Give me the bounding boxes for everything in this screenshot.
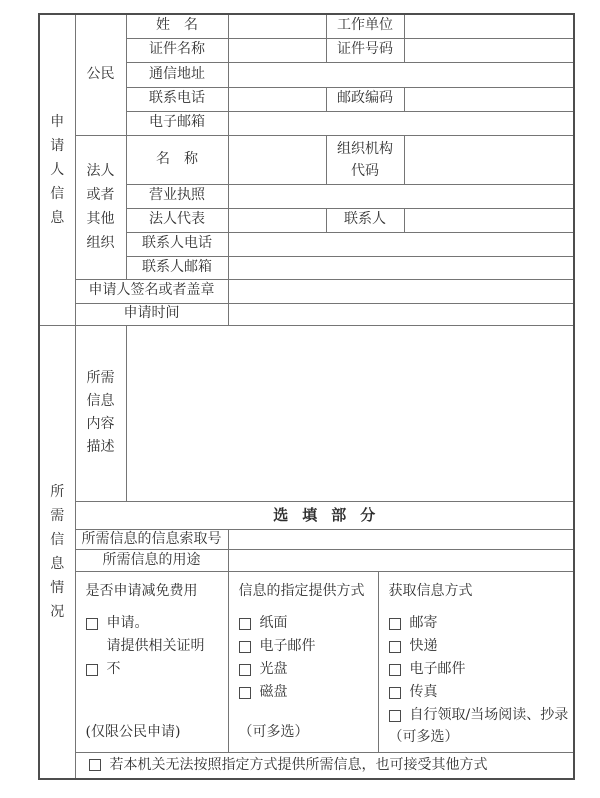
checkbox-icon[interactable] xyxy=(239,664,251,676)
fallback-note-text: 若本机关无法按照指定方式提供所需信息，也可接受其他方式 xyxy=(109,756,488,773)
id-type-value-cell[interactable] xyxy=(228,38,326,62)
description-label-cell xyxy=(75,325,126,501)
apply-time-value-cell[interactable] xyxy=(228,303,574,325)
delivery-option-disk[interactable]: 磁盘 xyxy=(239,681,288,704)
description-value-cell[interactable] xyxy=(126,325,574,501)
postal-code-label: 邮政编码 xyxy=(326,87,404,111)
index-number-value-cell[interactable] xyxy=(228,529,574,550)
organization-group-label: 法人或者其他组织 xyxy=(86,163,115,251)
business-license-value-cell[interactable] xyxy=(228,184,574,208)
id-type-label: 证件名称 xyxy=(126,38,228,62)
fee-waiver-cell xyxy=(75,572,228,753)
contact-email-value-cell[interactable] xyxy=(228,256,574,279)
obtain-option-email[interactable]: 电子邮件 xyxy=(389,658,466,681)
work-unit-value-cell[interactable] xyxy=(404,14,574,38)
checkbox-icon[interactable] xyxy=(239,618,251,630)
contact-label: 联系人 xyxy=(326,208,404,232)
contact-email-label: 联系人邮箱 xyxy=(126,256,228,279)
obtain-option-self-pickup[interactable]: 自行领取/当场阅读、抄录 xyxy=(389,704,569,727)
citizen-group-label: 公民 xyxy=(75,14,126,135)
application-form-table xyxy=(38,13,575,780)
address-value-cell[interactable] xyxy=(228,62,574,87)
checkbox-icon[interactable] xyxy=(389,664,401,676)
fee-no-label: 不 xyxy=(106,661,121,678)
contact-phone-value-cell[interactable] xyxy=(228,232,574,256)
obtain-method-title: 获取信息方式 xyxy=(388,583,473,600)
organization-group-cell xyxy=(75,135,126,279)
fee-apply-note: 请提供相关证明 xyxy=(106,638,205,655)
checkbox-icon[interactable] xyxy=(389,710,401,722)
checkbox-icon[interactable] xyxy=(239,641,251,653)
delivery-method-cell xyxy=(228,572,378,753)
fee-waiver-footnote: (仅限公民申请) xyxy=(85,724,181,741)
description-label: 所需信息内容描述 xyxy=(86,370,115,455)
delivery-option-email[interactable]: 电子邮件 xyxy=(239,635,316,658)
checkbox-icon[interactable] xyxy=(389,687,401,699)
email-value-cell[interactable] xyxy=(228,111,574,135)
purpose-label: 所需信息的用途 xyxy=(75,550,228,572)
phone-value-cell[interactable] xyxy=(228,87,326,111)
signature-label: 申请人签名或者盖章 xyxy=(75,279,228,303)
checkbox-icon[interactable] xyxy=(239,687,251,699)
work-unit-label: 工作单位 xyxy=(326,14,404,38)
signature-value-cell[interactable] xyxy=(228,279,574,303)
required-info-section-cell xyxy=(39,325,75,779)
apply-time-label: 申请时间 xyxy=(75,303,228,325)
org-name-value-cell[interactable] xyxy=(228,135,326,184)
phone-label: 联系电话 xyxy=(126,87,228,111)
org-code-label: 组织机构代码 xyxy=(326,135,404,184)
delivery-option-paper[interactable]: 纸面 xyxy=(239,612,288,635)
checkbox-icon[interactable] xyxy=(86,664,98,676)
applicant-section-label: 申请人信息 xyxy=(50,113,65,226)
obtain-option-fax[interactable]: 传真 xyxy=(389,681,438,704)
required-info-section-label: 所需信息情况 xyxy=(50,483,65,620)
contact-value-cell[interactable] xyxy=(404,208,574,232)
fee-waiver-title: 是否申请减免费用 xyxy=(85,583,198,600)
applicant-section-cell xyxy=(39,14,75,325)
checkbox-icon[interactable] xyxy=(389,641,401,653)
name-label: 姓 名 xyxy=(126,14,228,38)
fallback-note-cell xyxy=(75,753,574,779)
name-value-cell[interactable] xyxy=(228,14,326,38)
delivery-method-title: 信息的指定提供方式 xyxy=(238,583,365,600)
postal-code-value-cell[interactable] xyxy=(404,87,574,111)
contact-phone-label: 联系人电话 xyxy=(126,232,228,256)
email-label: 电子邮箱 xyxy=(126,111,228,135)
obtain-option-express[interactable]: 快递 xyxy=(389,635,438,658)
address-label: 通信地址 xyxy=(126,62,228,87)
index-number-label: 所需信息的信息索取号 xyxy=(75,529,228,550)
legal-rep-label: 法人代表 xyxy=(126,208,228,232)
purpose-value-cell[interactable] xyxy=(228,550,574,572)
optional-section-header: 选填部分 xyxy=(75,501,574,529)
fee-apply-option[interactable] xyxy=(86,612,149,635)
checkbox-icon[interactable] xyxy=(389,618,401,630)
obtain-method-footnote: （可多选） xyxy=(388,729,459,746)
checkbox-icon[interactable] xyxy=(86,618,98,630)
org-name-label: 名 称 xyxy=(126,135,228,184)
fee-apply-label: 申请。 xyxy=(106,615,149,632)
delivery-option-cd[interactable]: 光盘 xyxy=(239,658,288,681)
delivery-method-footnote: （可多选） xyxy=(238,724,309,741)
fee-no-option[interactable] xyxy=(86,658,121,681)
business-license-label: 营业执照 xyxy=(126,184,228,208)
checkbox-icon[interactable] xyxy=(89,759,101,771)
id-number-value-cell[interactable] xyxy=(404,38,574,62)
legal-rep-value-cell[interactable] xyxy=(228,208,326,232)
id-number-label: 证件号码 xyxy=(326,38,404,62)
obtain-method-cell xyxy=(378,572,574,753)
org-code-value-cell[interactable] xyxy=(404,135,574,184)
obtain-option-mail[interactable]: 邮寄 xyxy=(389,612,438,635)
